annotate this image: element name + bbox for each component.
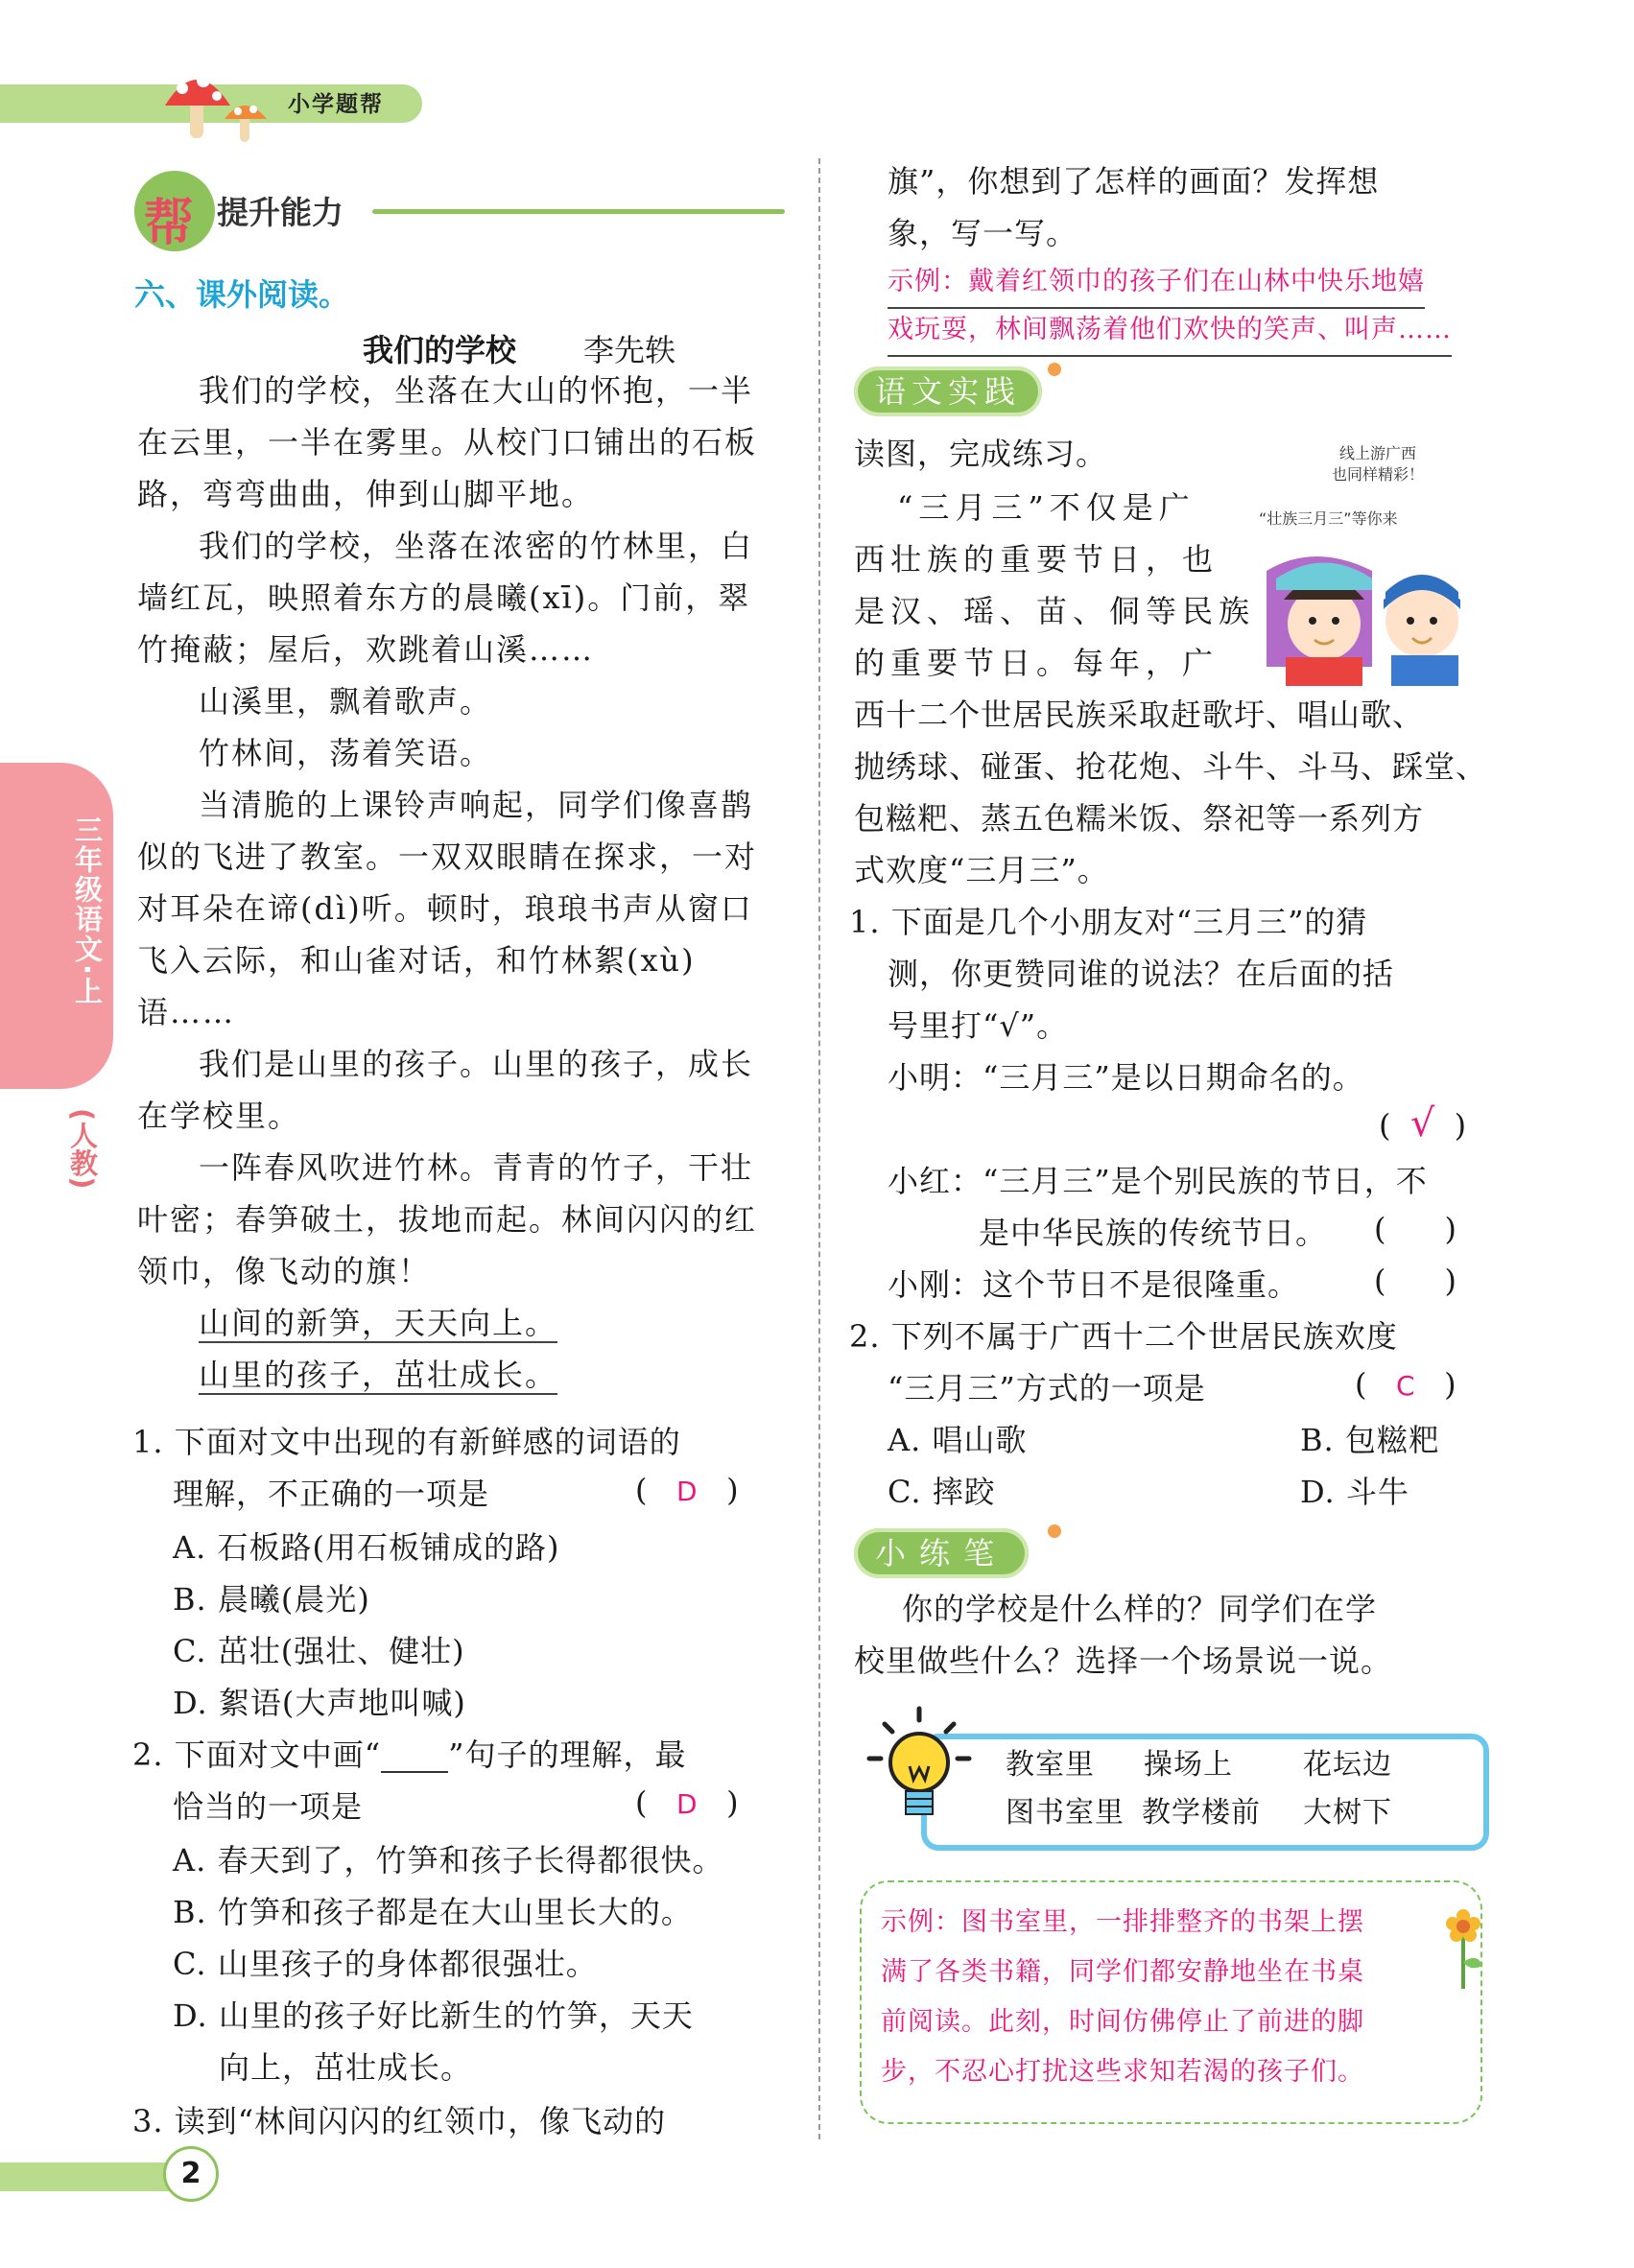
q2-option: C. 山里孩子的身体都很强壮。 <box>173 1946 598 1982</box>
practice-text: 抛绣球、碰蛋、抢花炮、斗牛、斗马、踩堂、 <box>854 748 1488 785</box>
writing-prompt: 你的学校是什么样的？同学们在学 <box>902 1591 1378 1627</box>
scene-item: 教学楼前 <box>1142 1796 1261 1830</box>
practice-text: 是汉、瑶、苗、侗等民族 <box>854 593 1256 629</box>
article-paragraph: 当清脆的上课铃声响起，同学们像喜鹊似的飞进了教室。一双双眼睛在探求，一对对耳朵在谛(dì)听。顿时，琅琅书声从窗口飞入云际，和山雀对话，和竹林絮(xù)语…… <box>137 787 758 1030</box>
flower-icon <box>1439 1904 1487 1991</box>
p1-hong: 小红：“三月三”是个别民族的节日，不 <box>888 1163 1428 1199</box>
practice-label: 语文实践 <box>875 373 1022 410</box>
bubble-line: 线上游广西 <box>1339 444 1417 462</box>
q3-example: 示例：戴着红领巾的孩子们在山林中快乐地嬉 <box>888 257 1425 309</box>
section-badge <box>134 171 215 251</box>
article-paragraph: 竹林间，荡着笑语。 <box>199 735 493 771</box>
bubble-line: 也同样精彩！ <box>1332 465 1425 484</box>
writing-example-line: 步，不忍心打扰这些求知若渴的孩子们。 <box>881 2057 1364 2087</box>
mushroom-icon <box>161 59 276 148</box>
p1-ming: 小明：“三月三”是以日期命名的。 <box>888 1059 1364 1096</box>
p2-stem: 2. 下列不属于广西十二个世居民族欢度 <box>849 1318 1398 1355</box>
q1-option: C. 茁壮(强壮、健壮) <box>173 1633 465 1669</box>
sign-text: “壮族三月三”等你来 <box>1259 509 1398 528</box>
p1-hong-2: 是中华民族的传统节日。 <box>979 1215 1328 1251</box>
q2-option: A. 春天到了，竹笋和孩子长得都很快。 <box>173 1842 724 1878</box>
writing-example-line: 满了各类书籍，同学们都安静地坐在书桌 <box>881 1957 1364 1987</box>
q1-option: D. 絮语(大声地叫喊) <box>173 1685 466 1721</box>
writing-example-line: 前阅读。此刻，时间仿佛停止了前进的脚 <box>881 2007 1364 2037</box>
q2-option-cont: 向上，茁壮成长。 <box>219 2049 473 2086</box>
scene-item: 教室里 <box>1006 1748 1095 1782</box>
brand-title: 小学题帮 <box>288 92 384 117</box>
section-title: 提升能力 <box>217 194 343 231</box>
p1-hong-bracket: ( ) <box>1374 1211 1456 1247</box>
writing-prompt: 校里做些什么？选择一个场景说一说。 <box>854 1642 1393 1679</box>
article-body <box>137 365 780 1401</box>
p2-answer: C <box>1396 1370 1415 1402</box>
q2-answer: D <box>676 1788 698 1820</box>
underlined-text: 山间的新笋，天天向上。 <box>199 1305 558 1341</box>
p1-stem: 测，你更赞同谁的说法？在后面的括 <box>888 956 1395 992</box>
q2-stem <box>132 1729 686 1781</box>
q3-stem-cont: 旗”，你想到了怎样的画面？发挥想 <box>888 163 1380 200</box>
q3-stem: 3. 读到“林间闪闪的红领巾，像飞动的 <box>132 2103 667 2139</box>
practice-text: 式欢度“三月三”。 <box>854 852 1109 888</box>
check-icon: √ <box>1409 1101 1435 1146</box>
underlined-sentence <box>137 1349 780 1401</box>
practice-intro: 读图，完成练习。 <box>854 436 1108 472</box>
q2-stem-2: 恰当的一项是 <box>173 1788 364 1825</box>
underlined-sentence <box>137 1297 780 1349</box>
article-paragraph: 山溪里，飘着歌声。 <box>199 683 493 720</box>
part-heading: 六、课外阅读。 <box>134 276 350 313</box>
p1-ming-bracket: ( √ ) <box>1379 1101 1467 1146</box>
article-paragraph: 我们的学校，坐落在大山的怀抱，一半在云里，一半在雾里。从校门口铺出的石板路，弯弯曲曲，伸到山脚平地。 <box>137 372 758 512</box>
dot-icon <box>1048 1524 1061 1538</box>
section-rule <box>372 209 785 214</box>
speech-bubble <box>1332 443 1424 485</box>
q1-option: B. 晨曦(晨光) <box>173 1581 370 1618</box>
lightbulb-icon <box>864 1703 979 1832</box>
writing-example-line: 示例：图书室里，一排排整齐的书架上摆 <box>881 1907 1364 1937</box>
practice-text: 包糍粑、蒸五色糯米饭、祭祀等一系列方 <box>854 800 1425 837</box>
p2-option: B. 包糍粑 <box>1300 1422 1440 1458</box>
grade-label: 三年级语文·上 <box>71 815 104 1007</box>
scene-item: 大树下 <box>1303 1796 1392 1830</box>
q1-stem: 1. 下面对文中出现的有新鲜感的词语的 <box>132 1424 681 1460</box>
section-badge-text: 帮 <box>144 195 195 252</box>
p2-option: D. 斗牛 <box>1300 1474 1409 1510</box>
scene-item: 花坛边 <box>1303 1748 1392 1782</box>
q2-stem-pre: 2. 下面对文中画“ <box>132 1736 382 1773</box>
page-number: 2 <box>163 2146 219 2202</box>
q2-option: B. 竹笋和孩子都是在大山里长大的。 <box>173 1894 693 1930</box>
q3-stem-cont: 象，写一写。 <box>888 215 1078 251</box>
p1-gang: 小刚：这个节日不是很隆重。 <box>888 1266 1300 1303</box>
q1-answer: D <box>676 1476 698 1507</box>
practice-label-pill <box>854 366 1042 416</box>
q2-answer-bracket: ( D ) <box>635 1784 739 1821</box>
p1-stem: 1. 下面是几个小朋友对“三月三”的猜 <box>849 904 1368 940</box>
p2-option: A. 唱山歌 <box>888 1422 1028 1458</box>
article-paragraph: 我们是山里的孩子。山里的孩子，成长在学校里。 <box>137 1046 754 1134</box>
q2-option: D. 山里的孩子好比新生的竹笋，天天 <box>173 1997 694 2034</box>
p1-stem: 号里打“√”。 <box>888 1007 1069 1044</box>
practice-text: “三月三”不仅是广 <box>897 489 1196 526</box>
underlined-text: 山里的孩子，茁壮成长。 <box>199 1357 558 1393</box>
q3-example: 戏玩耍，林间飘荡着他们欢快的笑声、叫声…… <box>888 305 1452 357</box>
q2-stem-post: ”句子的理解，最 <box>448 1736 687 1773</box>
q1-stem-2: 理解，不正确的一项是 <box>173 1476 490 1512</box>
p1-gang-bracket: ( ) <box>1374 1263 1456 1299</box>
article-paragraph: 一阵春风吹进竹林。青青的竹子，干壮叶密；春笋破土，拔地而起。林间闪闪的红领巾，像飞动的旗！ <box>137 1149 758 1289</box>
practice-text: 西十二个世居民族采取赶歌圩、唱山歌、 <box>854 697 1425 733</box>
article-author: 李先轶 <box>583 332 676 368</box>
q1-answer-bracket: ( D ) <box>635 1472 739 1508</box>
p2-option: C. 摔跤 <box>888 1474 996 1510</box>
article-paragraph: 我们的学校，坐落在浓密的竹林里，白墙红瓦，映照着东方的晨曦(xī)。门前，翠竹掩蔽；屋后，欢跳着山溪…… <box>137 528 754 668</box>
practice-text: 的重要节日。每年，广 <box>854 645 1220 681</box>
children-illustration-icon <box>1257 532 1487 691</box>
p2-answer-bracket: ( C ) <box>1355 1366 1456 1403</box>
column-divider <box>818 158 820 2139</box>
scene-item: 图书室里 <box>1006 1796 1125 1830</box>
practice-text: 西壮族的重要节日，也 <box>854 541 1220 578</box>
writing-label-pill <box>854 1528 1029 1578</box>
q1-option: A. 石板路(用石板铺成的路) <box>173 1529 560 1566</box>
scene-item: 操场上 <box>1144 1748 1233 1782</box>
p2-stem: “三月三”方式的一项是 <box>888 1370 1206 1406</box>
dot-icon <box>1048 363 1061 376</box>
edition-label: (人教) <box>66 1108 99 1190</box>
article-title: 我们的学校 <box>363 332 517 368</box>
writing-label: 小练笔 <box>875 1535 1008 1571</box>
